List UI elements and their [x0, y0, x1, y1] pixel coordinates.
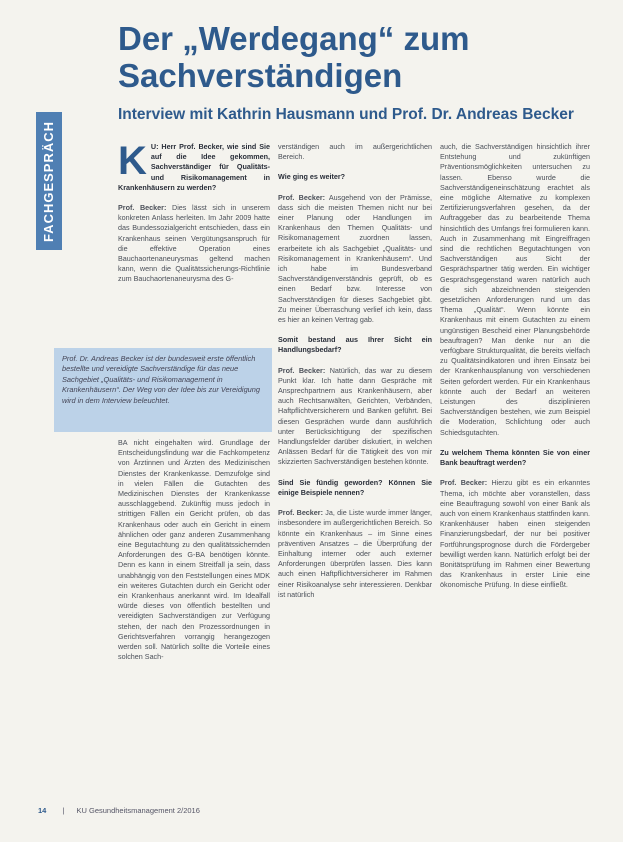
- speaker-label: Prof. Becker:: [278, 508, 323, 518]
- answer-paragraph: [118, 203, 270, 285]
- pull-quote-text: Prof. Dr. Andreas Becker ist der bundesweit erste öffentlich bestellte und vereidigte Sachverständige für das neue Sachgebiet „Qualitäts- und Risikomanagement in Krankenhäusern“. Der Weg von der Idee bis zur Vereidigung wird in dem Interview beleuchtet.: [62, 354, 261, 405]
- answer-text: Ausgehend von der Prämisse, dass sich die meisten Themen nicht nur bei einer Planung oder Handlungen im Krankenhaus den Themen Qualitäts- und Risikomanagement zuordnen lassen, erarbeitete ich als Sachgebiet „Qualitäts- und Risikomanagement in Krankenhäusern“. Und ich habe im Bundesverband Sachverständigenverständnis geprüft, ob es einen Bedarf bzw. Interesse von Sachverständigen für dieses Sachgebiet gibt. Zu meiner Überraschung verlief ich kein, dass es hier an keinen Vertrag gab.: [278, 192, 432, 325]
- answer-paragraph: [278, 193, 432, 326]
- footer-separator: |: [62, 806, 65, 815]
- section-tab-label: FACHGESPRÄCH: [41, 120, 57, 242]
- intro-question-text: U: Herr Prof. Becker, wie sind Sie auf die Idee gekommen, Sachverständiger für Qualitäts- und Risikomanagement in Krankenhäusern zu werden?: [118, 142, 270, 192]
- page-number: 14: [38, 806, 47, 815]
- title-line-2: Sachverständigen: [118, 57, 403, 94]
- section-tab: [36, 112, 62, 250]
- answer-text: Ja, die Liste wurde immer länger, insbesondere im außergerichtlichen Bereich. So könnte ein Krankenhaus – im Sinne eines präventiven Ansatzes – die Überprüfung der Einhaltung interner oder auch externer Anforderungen überprüfen lassen. Dies kann auch einen Haftpflichtversicherer im Rahmen einer Risikoanalyse sehr interessieren. Denkbar ist natürlich: [278, 508, 433, 599]
- answer-text: Dies lässt sich in unserem konkreten Anlass herleiten. Im Jahr 2009 hatte das Bundessozialgericht entschieden, dass ein Krankenhaus seinen Vergütungsanspruch für die effektive Operation eines Bauchaortenaneurysmas geltend machen kann, wenn die Qualitätssicherungs-Richtlinie zum Bauchaortenaneurysma des G-: [118, 203, 270, 284]
- speaker-label: Prof. Becker:: [440, 478, 488, 488]
- title-line-1: Der „Werdegang“ zum: [118, 20, 470, 57]
- answer-paragraph: [278, 366, 432, 468]
- column-1-top: [118, 139, 270, 295]
- answer-paragraph: BA nicht eingehalten wird. Grundlage der Entscheidungsfindung war die Fachkompetenz von Ärztinnen und Ärzten des Medizinischen Dienstes der Krankenkasse. Demzufolge sind in vielen Fällen die Gutachten des Medizinischen Dienstes der Krankenkasse ausschlaggebend. Zukünftig muss jedoch in strittigen Fällen ein Gericht prüfen, ob das Krankenhaus oder auch ein Gericht in einem ähnlichen oder ganz anderen Zusammenhang eine Begutachtung zu den qualitätssichernden Anforderungen des G-BA benötigen könnte. Denn es kann in einem Streitfall ja sein, dass unabhängig von den Feststellungen eines MDK ein weiteres Gutachten durch ein Gericht oder ein Krankenhaus anerkannt wird. Im Idealfall würde dieses von öffentlich bestellten und vereidigten Sachverständigen zur Verfügung stehen, der nach den Prozessordnungen in Gerichtsverfahren vorrangig herangezogen werden soll. Natürlich sollte die Vorteile eines solchen Sach-: [118, 438, 270, 662]
- publication-name: KU Gesundheitsmanagement 2/2016: [76, 806, 200, 815]
- interview-question: Somit bestand aus Ihrer Sicht ein Handlungsbedarf?: [278, 335, 432, 355]
- answer-paragraph: auch, die Sachverständigen hinsichtlich ihrer Entstehung und zukünftigen Präventionsmöglichkeiten untersuchen zu lassen. Ebenso wurde die Sachverständigeneinschätzung erachtet als eine mögliche Alternative zu komplexen Zertifizierungsverfahren gesehen, da der Auftraggeber das zu bearbeitende Thema hinsichtlich des Umfangs frei formulieren kann. Auch in Zusammenhang mit Eingreiffragen sind die rechtlichen Begutachtungen von Sachverständigen aus Sicht der Gesprächspartner tätig werden. Ein wichtiger Gesprächsgegenstand waren natürlich auch die sich abzeichnenden steigenden gesetzlichen Anforderungen rund um das Thema „Qualität“. Wenn könnte ein Krankenhaus mit einem Gutachten zu einem ungünstigen Bescheid einer Planungsbehörde beauftragen? Man denke nur an die verfügbare Strukturqualität, die bereits vielfach zu Qualitätsindikatoren und ihren Einsatz bei der Krankenhausplanung von verschiedenen Seiten gefordert werden. Für ein Krankenhaus könnte auch der Bedarf an weiteren Leistungen des disziplinieren Sachverständigen bestehen, wie zum Beispiel die Moderation, Schlichtung oder auch Schiedsgutachten.: [440, 142, 590, 437]
- speaker-label: Prof. Becker:: [278, 192, 326, 202]
- answer-text: Natürlich, das war zu diesem Punkt klar. Ich hatte dann Gespräche mit Ansprechpartnern aus Krankenhäusern, aber auch Rechtsanwälten, Gerichten, Verbänden, Haftpflichtversicherern und Banken geführt. Bei diesen Gesprächen wurde dann ausführlich unter Berücksichtigung der spezifischen Handlungsfelder darüber diskutiert, in welchen Anlässen Bedarf für die Tätigkeit des von mir skizzierten Sachverständigen bestehen könnte.: [278, 365, 432, 467]
- interview-question: Zu welchem Thema könnten Sie von einer Bank beauftragt werden?: [440, 447, 590, 468]
- article-subtitle: Interview mit Kathrin Hausmann und Prof. Dr. Andreas Becker: [118, 106, 574, 123]
- column-1-bottom: [118, 438, 270, 672]
- answer-paragraph: [440, 478, 590, 590]
- intro-question: [118, 139, 270, 193]
- page-footer: [38, 806, 598, 815]
- article-title: [118, 20, 588, 94]
- speaker-label: Prof. Becker:: [278, 365, 326, 375]
- answer-paragraph: [278, 508, 432, 600]
- drop-cap: K: [118, 139, 147, 183]
- interview-question: Sind Sie fündig geworden? Können Sie einige Beispiele nennen?: [278, 477, 432, 497]
- pull-quote-box: [54, 348, 272, 432]
- answer-paragraph: verständigen auch im außergerichtlichen Bereich.: [278, 142, 432, 162]
- answer-text: Hierzu gibt es ein erkanntes Thema, ich möchte aber voranstellen, dass eine Beauftragung sowohl von einer Bank als auch von einem Krankenhaus stattfinden kann. Krankenhäuser haben einen steigenden Finanzierungsbedarf, der nur bei positiver Fortführungsprognose durch die Fördergeber bewilligt werden kann. Natürlich erfolgt bei der Bonitätsprüfung im Rahmen einer Bewertung das Krankenhaus in erster Linie eine ökonomische Prüfung. In diese einfließt.: [440, 478, 590, 590]
- column-3: [440, 142, 590, 601]
- speaker-label: Prof. Becker:: [118, 203, 167, 213]
- interview-question: Wie ging es weiter?: [278, 172, 346, 182]
- column-2: [278, 142, 432, 610]
